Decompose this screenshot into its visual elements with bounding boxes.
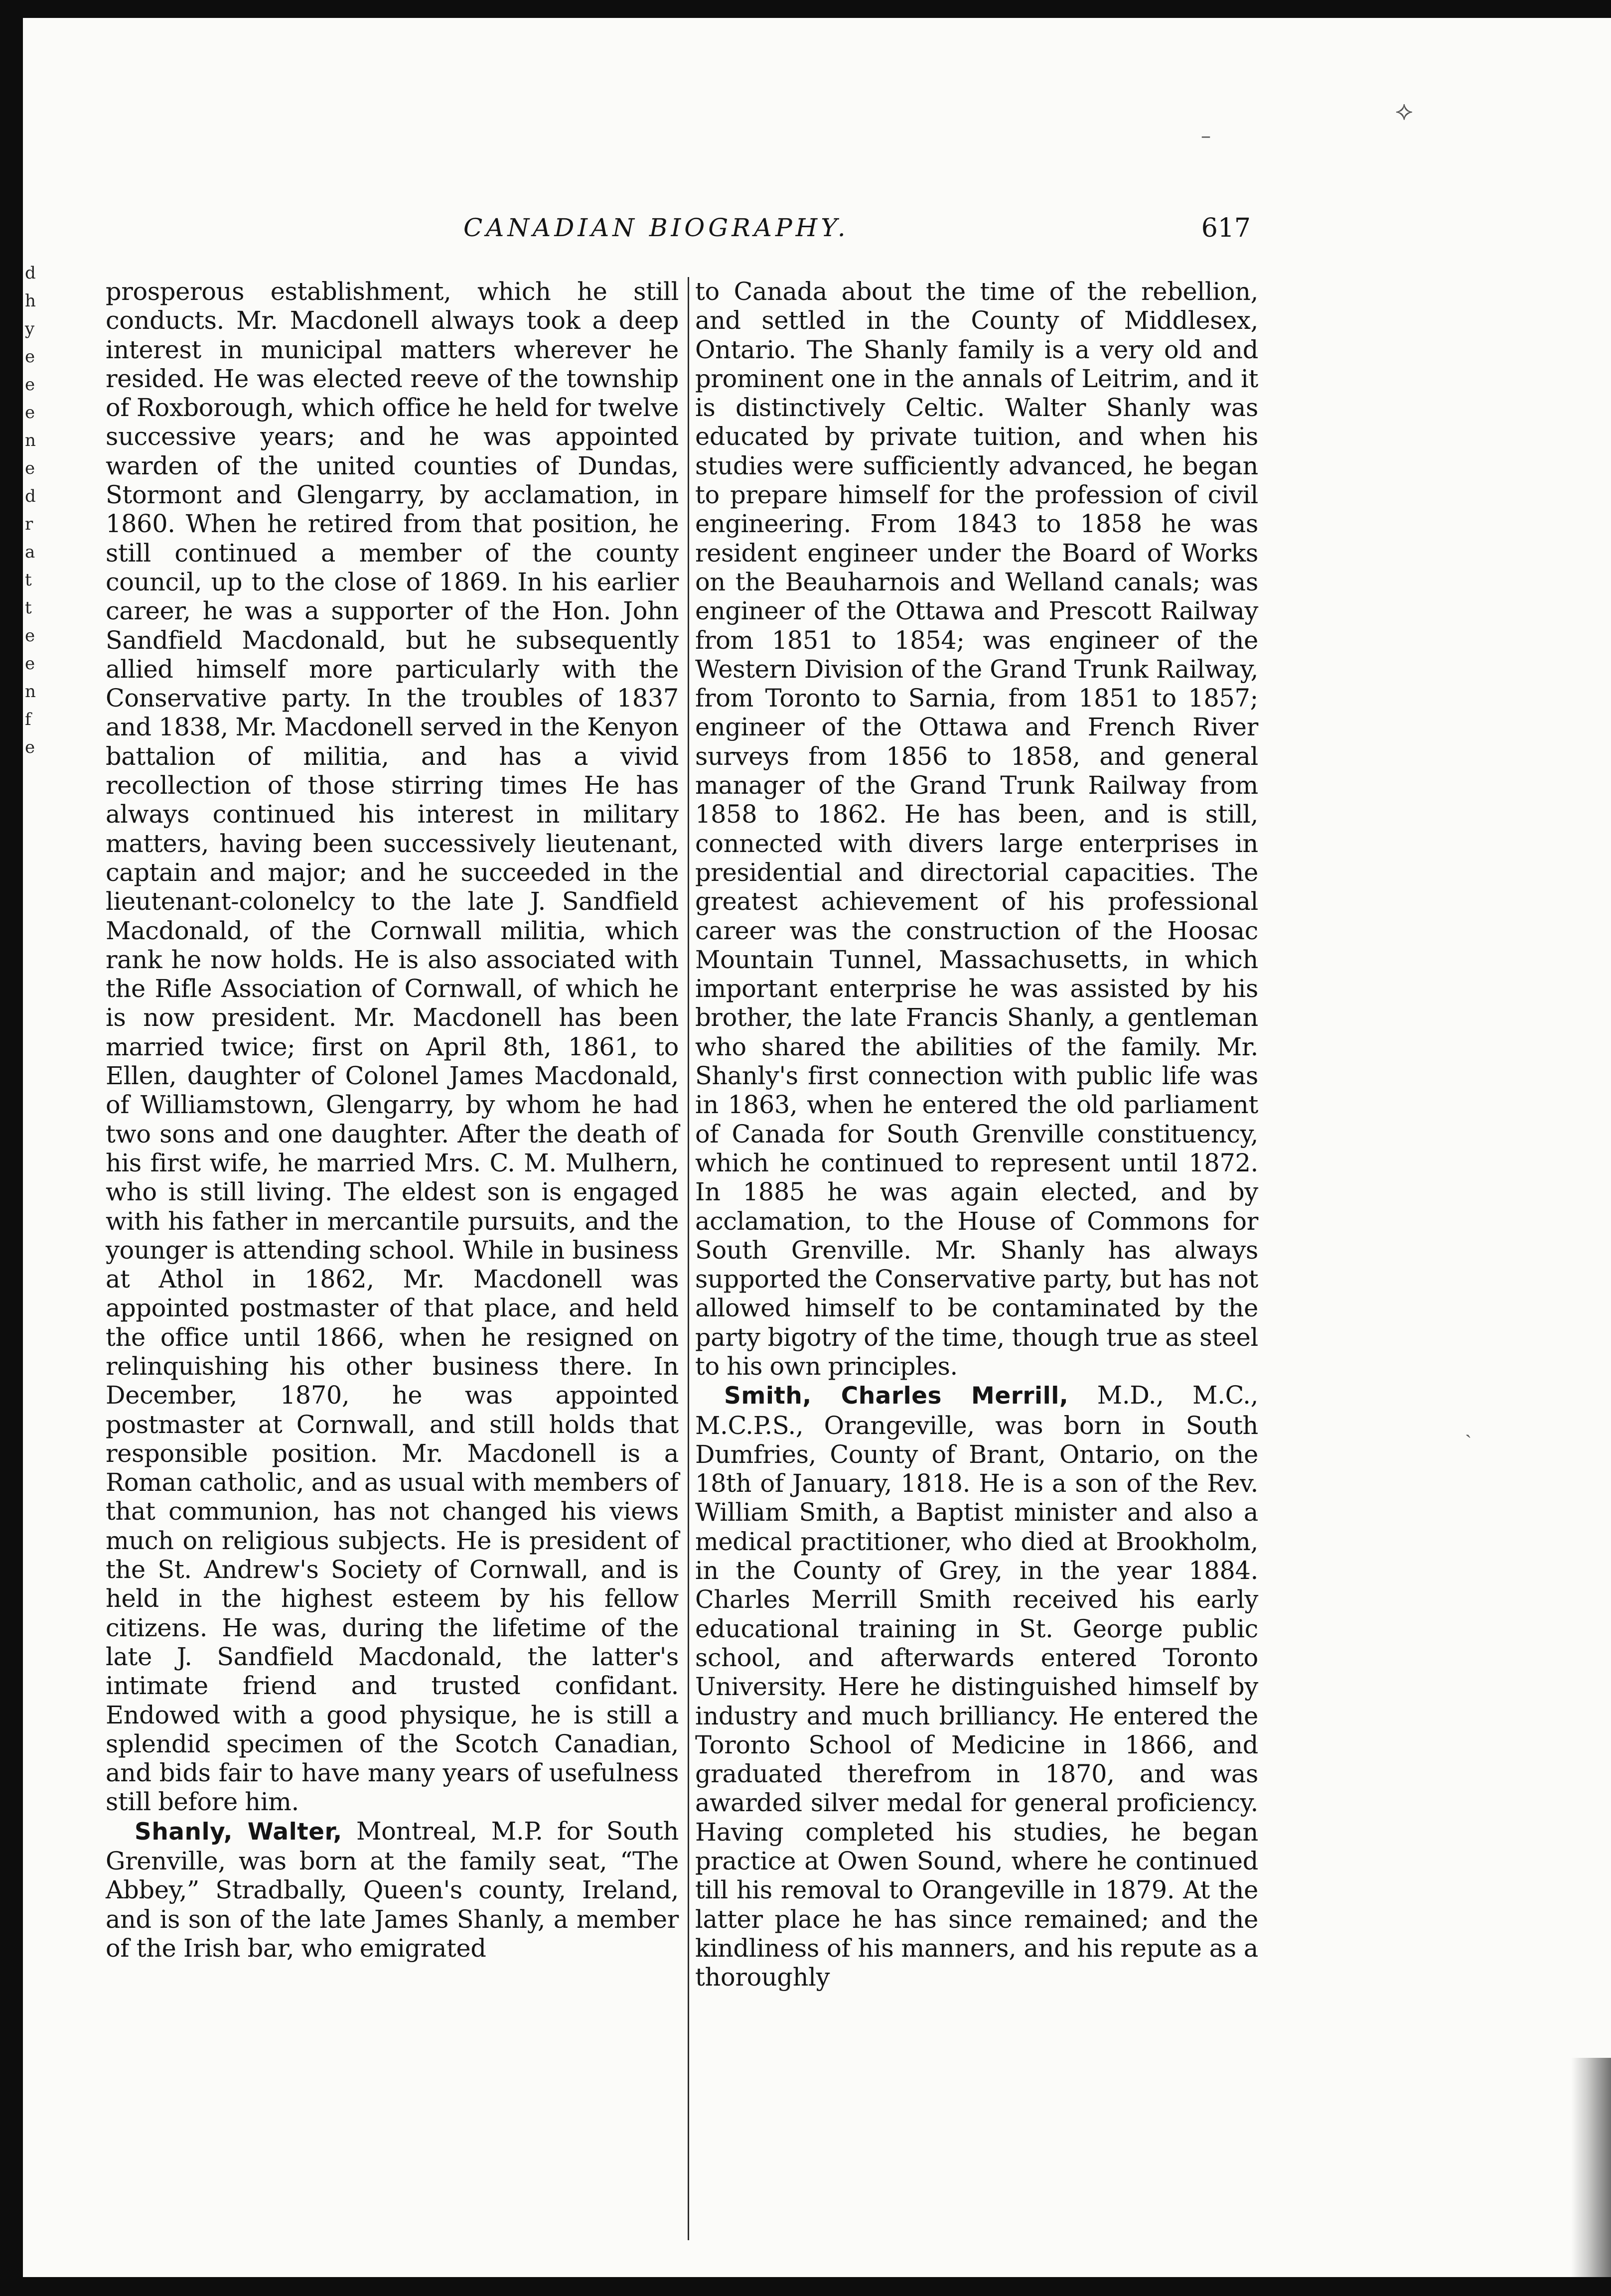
scan-speck-mark: ⟡ xyxy=(1395,95,1413,126)
scan-border-left xyxy=(0,0,23,2296)
scan-edge-shadow xyxy=(1571,2058,1611,2277)
entry-heading-smith: Smith, Charles Merrill, xyxy=(724,1382,1069,1410)
column-divider xyxy=(688,277,689,2240)
page-header xyxy=(463,213,1251,245)
page-number: 617 xyxy=(1201,213,1251,243)
shanly-entry-text: Montreal, M.P. for South Grenville, was born at the family seat, “The Abbey,” Stradbally, Queen's county, Ireland, and is son of the late James Shanly, a member of the Irish bar, who emigrated xyxy=(106,1816,679,1963)
left-column xyxy=(106,277,679,1963)
scan-speck-mark: ˎ xyxy=(1465,1416,1472,1438)
shanly-entry xyxy=(106,1817,679,1963)
right-column xyxy=(695,277,1258,1992)
macdonell-entry-continuation: prosperous establishment, which he still conducts. Mr. Macdonell always took a deep interest in municipal matters wherever he resided. He was elected reeve of the township of Roxborough, which office he held for twelve successive years; and he was appointed warden of the united counties of Dundas, Stormont and Glengarry, by acclamation, in 1860. When he retired from that position, he still continued a member of the county council, up to the close of 1869. In his earlier career, he was a supporter of the Hon. John Sandfield Macdonald, but he subsequently allied himself more particularly with the Conservative party. In the troubles of 1837 and 1838, Mr. Macdonell served in the Kenyon battalion of militia, and has a vivid recollection of those stirring times He has always continued his interest in military matters, having been successively lieutenant, captain and major; and he succeeded in the lieutenant-colonelcy to the late J. Sandfield Macdonald, of the Cornwall militia, which rank he now holds. He is also associated with the Rifle Association of Cornwall, of which he is now president. Mr. Macdonell has been married twice; first on April 8th, 1861, to Ellen, daughter of Colonel James Macdonald, of Williamstown, Glengarry, by whom he had two sons and one daughter. After the death of his first wife, he married Mrs. C. M. Mulhern, who is still living. The eldest son is engaged with his father in mercantile pursuits, and the younger is attending school. While in business at Athol in 1862, Mr. Macdonell was appointed postmaster of that place, and held the office until 1866, when he resigned on relinquishing his other business there. In December, 1870, he was appointed postmaster at Cornwall, and still holds that responsible position. Mr. Macdonell is a Roman catholic, and as usual with members of that communion, has not changed his views much on religious subjects. He is president of the St. Andrew's Society of Cornwall, and is held in the highest esteem by his fellow citizens. He was, during the lifetime of the late J. Sandfield Macdonald, the latter's intimate friend and trusted confidant. Endowed with a good physique, he is still a splendid specimen of the Scotch Canadian, and bids fair to have many years of usefulness still before him. xyxy=(106,277,679,1817)
smith-entry-text: M.D., M.C., M.C.P.S., Orangeville, was born in South Dumfries, County of Brant, Ontario, on the 18th of January, 1818. He is a son of the Rev. William Smith, a Baptist minister and also a medical practitioner, who died at Brookholm, in the County of Grey, in the year 1884. Charles Merrill Smith received his early educational training in St. George public school, and afterwards entered Toronto University. Here he distinguished himself by industry and much brilliancy. He entered the Toronto School of Medicine in 1866, and graduated therefrom in 1870, and was awarded silver medal for general proficiency. Having completed his studies, he began practice at Owen Sound, where he continued till his removal to Orangeville in 1879. At the latter place he has since remained; and the kindliness of his manners, and his repute as a thoroughly xyxy=(695,1381,1258,1992)
smith-entry xyxy=(695,1381,1258,1992)
entry-heading-shanly: Shanly, Walter, xyxy=(135,1818,342,1846)
running-title: CANADIAN BIOGRAPHY. xyxy=(463,213,849,242)
shanly-entry-continuation: to Canada about the time of the rebellion, and settled in the County of Middlesex, Ontario. The Shanly family is a very old and prominent one in the annals of Leitrim, and it is distinctively Celtic. Walter Shanly was educated by private tuition, and when his studies were sufficiently advanced, he began to prepare himself for the profession of civil engineering. From 1843 to 1858 he was resident engineer under the Board of Works on the Beauharnois and Welland canals; was engineer of the Ottawa and Prescott Railway from 1851 to 1854; was engineer of the Western Division of the Grand Trunk Railway, from Toronto to Sarnia, from 1851 to 1857; engineer of the Ottawa and French River surveys from 1856 to 1858, and general manager of the Grand Trunk Railway from 1858 to 1862. He has been, and is still, connected with divers large enterprises in presidential and directorial capacities. The greatest achievement of his professional career was the construction of the Hoosac Mountain Tunnel, Massachusetts, in which important enterprise he was assisted by his brother, the late Francis Shanly, a gentleman who shared the abilities of the family. Mr. Shanly's first connection with public life was in 1863, when he entered the old parliament of Canada for South Grenville constituency, which he continued to represent until 1872. In 1885 he was again elected, and by acclamation, to the House of Commons for South Grenville. Mr. Shanly has always supported the Conservative party, but has not allowed himself to be contaminated by the party bigotry of the time, though true as steel to his own principles. xyxy=(695,277,1258,1381)
previous-page-margin: d h y e e e n e d r a t t e e n f e xyxy=(25,263,36,757)
scan-speck-mark: – xyxy=(1201,125,1211,147)
scan-border-top xyxy=(0,0,1611,18)
scan-border-bottom xyxy=(0,2277,1611,2296)
